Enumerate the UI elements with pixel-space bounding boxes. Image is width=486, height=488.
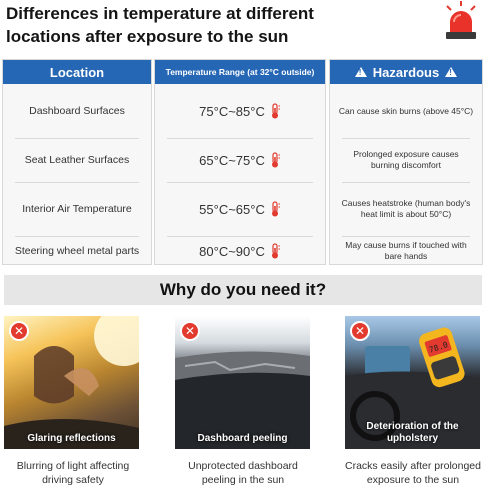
temperature-cell xyxy=(155,182,325,236)
siren-icon xyxy=(441,0,481,44)
temperature-cell xyxy=(155,138,325,182)
glaring-reflections-photo xyxy=(4,316,139,449)
warning-icon xyxy=(355,67,367,77)
page-title: Differences in temperature at different locations after exposure to the sun xyxy=(6,4,314,46)
temperature-value: 80°C~90°C xyxy=(199,243,265,259)
section-title: Why do you need it? xyxy=(4,275,482,305)
upholstery-photo xyxy=(345,316,480,449)
temperature-value: 65°C~75°C xyxy=(199,152,265,168)
temperature-value: 75°C~85°C xyxy=(199,103,265,119)
location-header: Location xyxy=(3,60,151,84)
hazardous-header xyxy=(330,60,482,84)
photo-caption: Dashboard peeling xyxy=(197,433,288,444)
cross-icon: ✕ xyxy=(9,321,29,341)
thermometer-icon xyxy=(269,103,281,119)
card-description: Blurring of light affecting driving safety xyxy=(16,460,130,486)
temperature-value: 55°C~65°C xyxy=(199,201,265,217)
location-cell: Interior Air Temperature xyxy=(22,203,132,215)
hazard-cell: Can cause skin burns (above 45°C) xyxy=(338,105,474,116)
temperature-table xyxy=(0,59,486,267)
location-cell: Dashboard Surfaces xyxy=(29,105,125,117)
location-column xyxy=(2,59,152,265)
temperature-column xyxy=(154,59,326,265)
photo-caption: Deterioration of the upholstery xyxy=(366,421,459,444)
hazardous-column xyxy=(329,59,483,265)
thermometer-reading: 78.0 xyxy=(428,340,450,355)
thermometer-icon xyxy=(269,201,281,217)
hazardous-label: Hazardous xyxy=(372,64,440,80)
thermometer-icon xyxy=(269,243,281,259)
cross-icon: ✕ xyxy=(180,321,200,341)
location-cell: Seat Leather Surfaces xyxy=(24,154,130,166)
photo-caption: Glaring reflections xyxy=(27,433,116,444)
temperature-cell xyxy=(155,84,325,138)
warning-icon xyxy=(445,67,457,77)
card-description: Cracks easily after prolonged exposure to the sun xyxy=(345,460,481,486)
temperature-cell xyxy=(155,236,325,266)
thermometer-icon xyxy=(269,152,281,168)
cross-icon: ✕ xyxy=(350,321,370,341)
temperature-header: Temperature Range (at 32°C outside) xyxy=(155,60,325,84)
dashboard-peeling-photo xyxy=(175,316,310,449)
hazard-cell: May cause burns if touched with bare hands xyxy=(345,240,467,261)
hazard-cell: Prolonged exposure causes burning discomfort xyxy=(353,149,459,170)
location-cell: Steering wheel metal parts xyxy=(14,245,140,257)
hazard-cell: Causes heatstroke (human body's heat limit is about 50°C) xyxy=(341,198,471,219)
card-description: Unprotected dashboard peeling in the sun xyxy=(188,460,298,486)
